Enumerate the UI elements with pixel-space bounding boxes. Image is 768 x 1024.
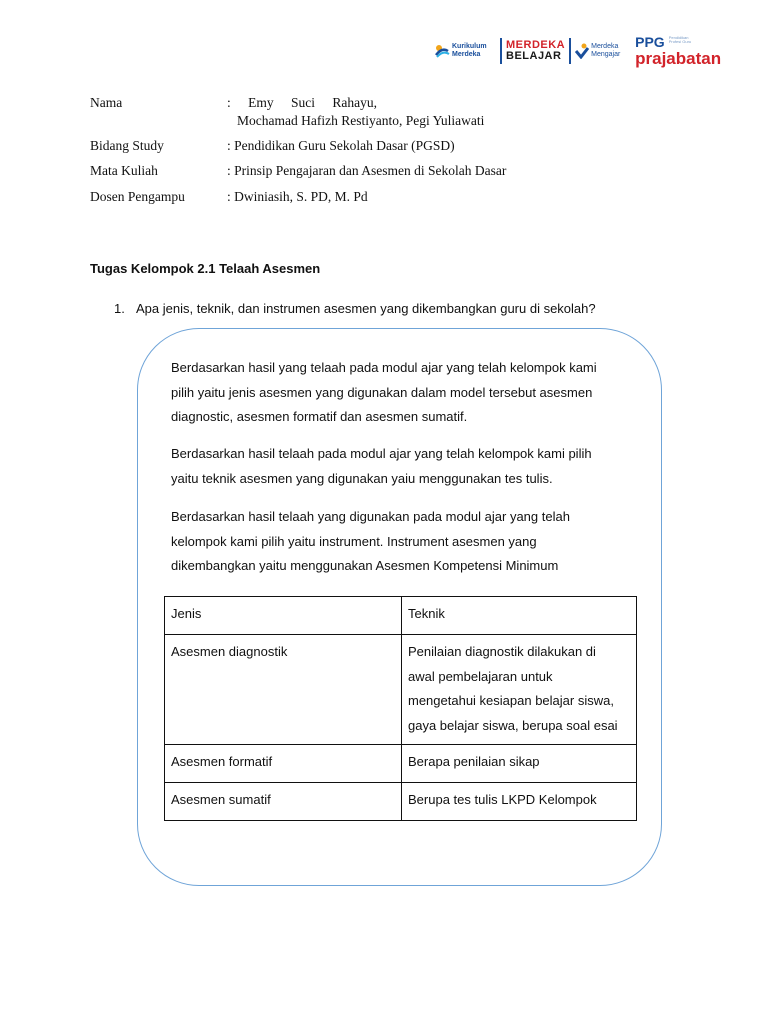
merdeka-mengajar-text: Merdeka Mengajar — [591, 43, 621, 58]
paragraph-line: diagnostic, asesmen formatif dan asesmen sumatif. — [171, 409, 468, 424]
merdeka-belajar-top: MERDEKA — [506, 39, 566, 51]
paragraph-line: Berdasarkan hasil telaah yang digunakan pada modul ajar yang telah — [171, 509, 570, 524]
paragraph-line: yaitu teknik asesmen yang digunakan yaiu menggunakan tes tulis. — [171, 470, 553, 486]
dosen-label: Dosen Pengampu — [90, 189, 185, 204]
cell-line: mengetahui kesiapan belajar siswa, — [408, 693, 614, 708]
table-header-jenis: Jenis — [165, 597, 402, 635]
table-row — [165, 783, 637, 821]
dosen-value: : Dwiniasih, S. PD, M. Pd — [227, 189, 368, 204]
table-cell-teknik: Berupa tes tulis LKPD Kelompok — [402, 783, 637, 821]
paragraph-line: kelompok kami pilih yaitu instrument. Instrument asesmen yang — [171, 533, 537, 549]
nama-label: Nama — [90, 95, 123, 110]
nama-value-line2: Mochamad Hafizh Restiyanto, Pegi Yuliawati — [237, 113, 485, 128]
cell-line: gaya belajar siswa, berupa soal esai — [408, 717, 618, 733]
kurikulum-merdeka-logo — [434, 43, 496, 59]
kurikulum-merdeka-icon — [434, 43, 450, 59]
table-cell-teknik: Berapa penilaian sikap — [402, 745, 637, 783]
paragraph-line: pilih yaitu jenis asesmen yang digunakan dalam model tersebut asesmen — [171, 384, 593, 400]
answer-paragraph-3 — [171, 505, 626, 579]
logo-divider — [569, 38, 571, 64]
paragraph-line: Berdasarkan hasil telaah pada modul ajar yang telah kelompok kami pilih — [171, 446, 592, 461]
bidang-label: Bidang Study — [90, 138, 164, 153]
logo-divider — [500, 38, 502, 64]
assessment-table — [164, 596, 637, 821]
answer-paragraph-2 — [171, 442, 626, 491]
table-cell-jenis: Asesmen formatif — [165, 745, 402, 783]
table-cell-teknik — [402, 635, 637, 745]
prajabatan-text: prajabatan — [635, 48, 722, 68]
header-logos — [424, 22, 740, 80]
ppg-text: PPG — [635, 33, 665, 50]
table-row — [165, 635, 637, 745]
answer-paragraph-1 — [171, 356, 626, 430]
matakuliah-label: Mata Kuliah — [90, 163, 158, 178]
merdeka-mengajar-logo — [575, 43, 627, 59]
paragraph-line: dikembangkan yaitu menggunakan Asesmen Kompetensi Minimum — [171, 558, 559, 573]
table-cell-jenis: Asesmen diagnostik — [165, 635, 402, 745]
merdeka-mengajar-icon — [575, 43, 589, 59]
cell-line: awal pembelajaran untuk — [408, 668, 553, 684]
question-1 — [114, 301, 596, 316]
ppg-prajabatan-logo — [635, 35, 721, 68]
bidang-value: : Pendidikan Guru Sekolah Dasar (PGSD) — [227, 138, 455, 153]
ppg-small-text: Pendidikan Profesi Guru — [668, 34, 692, 44]
table-header-row — [165, 597, 637, 635]
paragraph-line: Berdasarkan hasil yang telaah pada modul ajar yang telah kelompok kami — [171, 360, 597, 375]
merdeka-belajar-bottom: BELAJAR — [506, 50, 562, 62]
question-text: Apa jenis, teknik, dan instrumen asesmen yang dikembangkan guru di sekolah? — [136, 301, 596, 316]
kurikulum-merdeka-text: Kurikulum Merdeka — [452, 43, 487, 58]
table-cell-jenis: Asesmen sumatif — [165, 783, 402, 821]
matakuliah-value: : Prinsip Pengajaran dan Asesmen di Sekolah Dasar — [227, 163, 507, 178]
cell-line: Penilaian diagnostik dilakukan di — [408, 644, 596, 659]
question-number: 1. — [114, 301, 125, 316]
task-title: Tugas Kelompok 2.1 Telaah Asesmen — [90, 261, 321, 276]
table-row — [165, 745, 637, 783]
merdeka-belajar-logo — [506, 40, 565, 62]
table-header-teknik: Teknik — [402, 597, 637, 635]
nama-value-line1: : Emy Suci Rahayu, — [227, 95, 377, 110]
